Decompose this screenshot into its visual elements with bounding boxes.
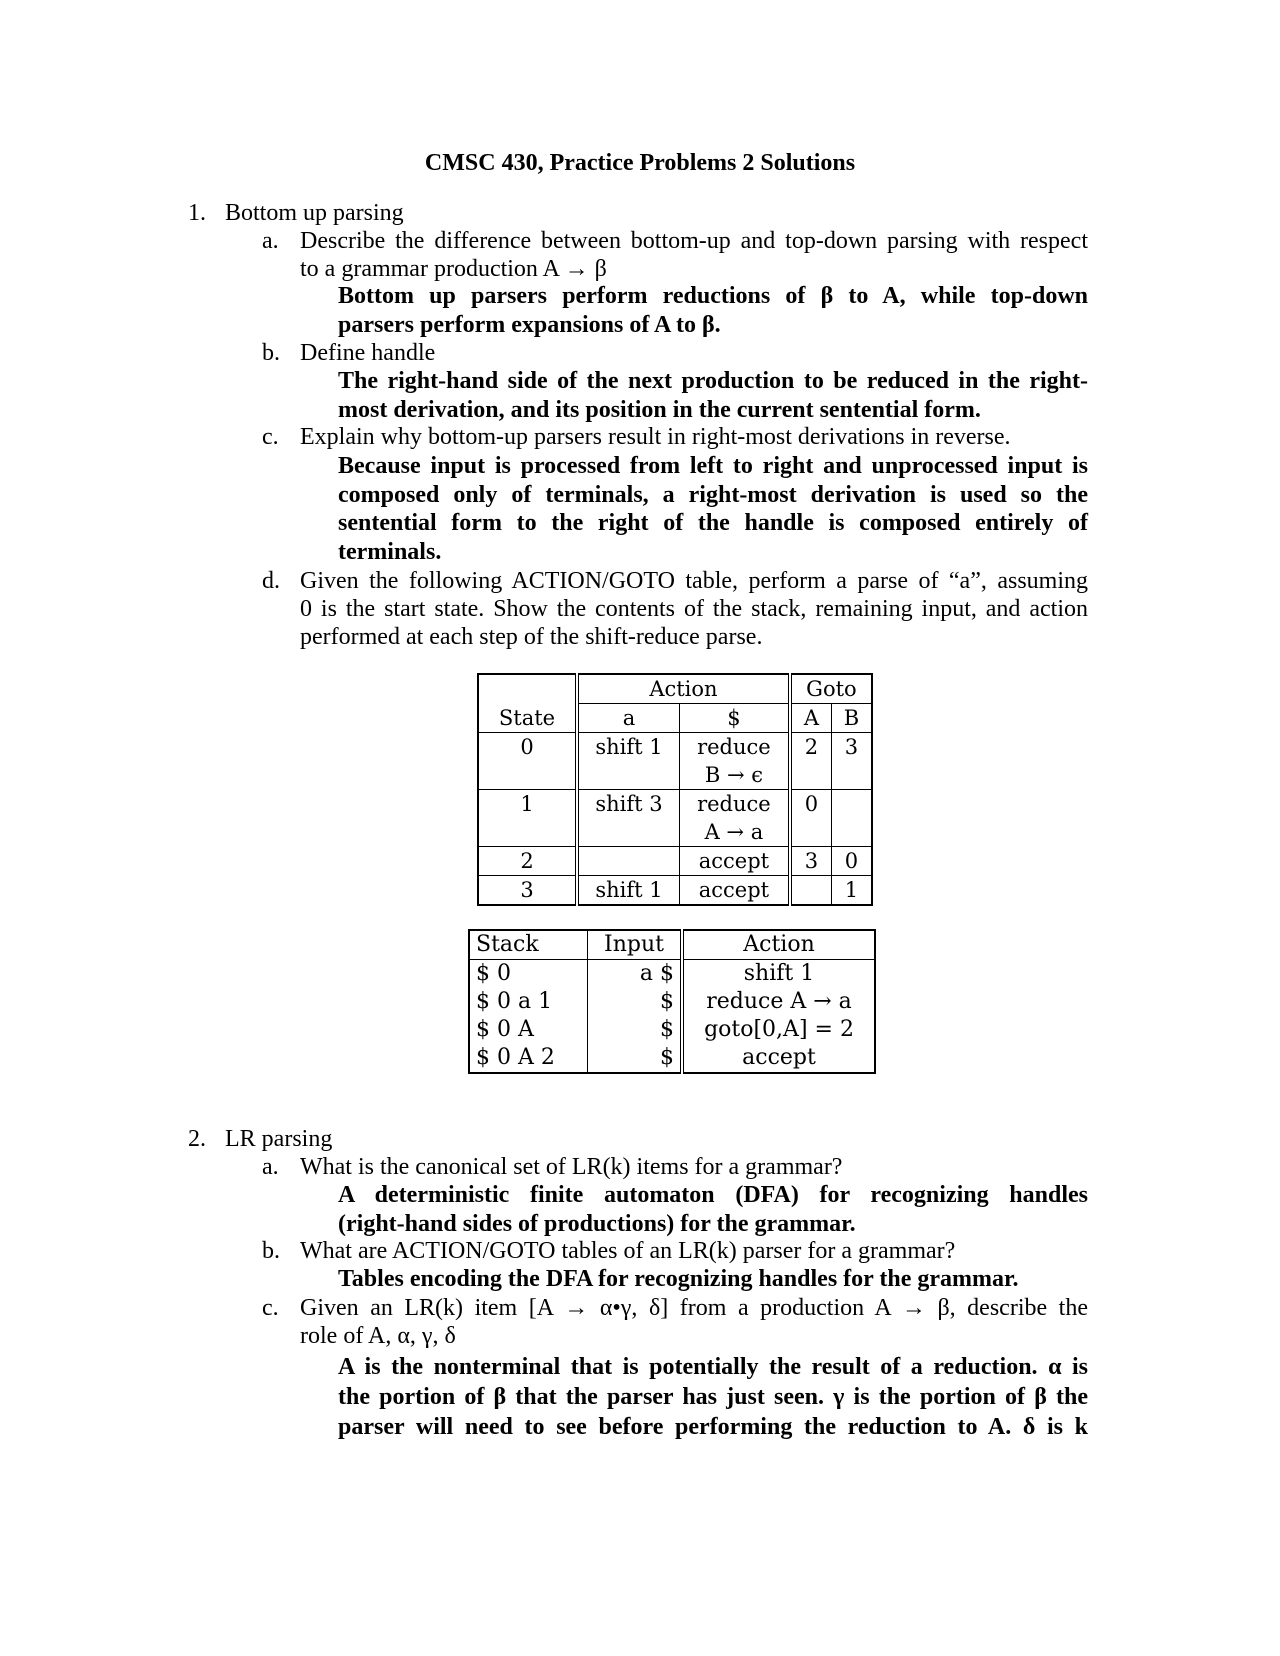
section-1-number: 1. xyxy=(188,200,206,226)
item-1c-question: Explain why bottom-up parsers result in right-most derivations in reverse. xyxy=(300,424,1011,450)
answer-line: The right-hand side of the next production to be reduced in the right- xyxy=(338,368,1088,394)
item-1a-answer xyxy=(338,282,1088,339)
table-header-goto: Goto xyxy=(790,674,872,704)
item-1b-answer xyxy=(338,367,1088,424)
item-1b-label: b. xyxy=(262,340,280,366)
item-2c-question xyxy=(300,1294,1088,1350)
answer-line: composed only of terminals, a right-most derivation is used so the xyxy=(338,481,1088,508)
table-cell: shift 1 xyxy=(577,733,679,762)
table-cell: $ 0 a 1 xyxy=(469,988,588,1016)
answer-line: sentential form to the right of the handle is composed entirely of xyxy=(338,510,1088,536)
table-cell: 0 xyxy=(831,847,872,876)
parse-trace-table xyxy=(468,929,876,1074)
answer-line: Bottom up parsers perform reductions of β to A, while top-down xyxy=(338,283,1088,309)
answer-line: terminals. xyxy=(338,538,442,565)
answer-line: (right-hand sides of productions) for the grammar. xyxy=(338,1210,856,1237)
table-cell: B → ϵ xyxy=(679,761,789,790)
item-2c-answer xyxy=(338,1352,1088,1442)
table-cell: 3 xyxy=(831,733,872,762)
question-line: performed at each step of the shift-reduce parse. xyxy=(300,624,763,650)
column-header-stack: Stack xyxy=(469,930,588,960)
table-cell xyxy=(577,761,679,790)
answer-line: parsers perform expansions of A to β. xyxy=(338,311,721,338)
table-cell: 3 xyxy=(790,847,832,876)
question-line: to a grammar production A → β xyxy=(300,256,607,282)
table-cell xyxy=(831,790,872,819)
item-2c-label: c. xyxy=(262,1295,279,1321)
item-1c-label: c. xyxy=(262,424,279,450)
table-cell: shift 3 xyxy=(577,790,679,819)
item-2b-answer xyxy=(338,1265,1088,1294)
table-cell xyxy=(790,761,832,790)
table-cell: 3 xyxy=(478,876,577,906)
item-2a-label: a. xyxy=(262,1154,279,1180)
table-cell: shift 1 xyxy=(682,960,875,989)
table-cell: $ xyxy=(588,988,683,1016)
table-cell: $ xyxy=(588,1016,683,1044)
item-1c-answer xyxy=(338,452,1088,566)
table-cell: 0 xyxy=(790,790,832,819)
table-cell: $ 0 A 2 xyxy=(469,1044,588,1073)
table-header-blank xyxy=(478,674,577,704)
item-2b-label: b. xyxy=(262,1238,280,1264)
table-cell xyxy=(790,876,832,906)
table-cell: $ 0 xyxy=(469,960,588,989)
table-cell: 2 xyxy=(478,847,577,876)
table-cell: a $ xyxy=(588,960,683,989)
item-1b-question: Define handle xyxy=(300,340,436,366)
question-line: Given the following ACTION/GOTO table, perform a parse of “a”, assuming xyxy=(300,568,1088,594)
item-1d-question xyxy=(300,567,1088,651)
question-line: 0 is the start state. Show the contents of the stack, remaining input, and action xyxy=(300,596,1088,622)
table-cell: reduce xyxy=(679,790,789,819)
column-header-input: Input xyxy=(588,930,683,960)
action-goto-table xyxy=(477,673,873,906)
item-1a-label: a. xyxy=(262,228,279,254)
answer-line: Tables encoding the DFA for recognizing handles for the grammar. xyxy=(338,1266,1019,1292)
column-header-B: B xyxy=(831,704,872,733)
column-header-dollar: $ xyxy=(679,704,789,733)
table-cell: accept xyxy=(682,1044,875,1073)
table-cell: $ xyxy=(588,1044,683,1073)
table-cell: 1 xyxy=(478,790,577,819)
table-cell xyxy=(478,761,577,790)
column-header-A: A xyxy=(790,704,832,733)
item-1d-label: d. xyxy=(262,568,280,594)
item-2a-answer xyxy=(338,1181,1088,1238)
question-line: Describe the difference between bottom-up and top-down parsing with respect xyxy=(300,228,1088,254)
answer-line: most derivation, and its position in the current sentential form. xyxy=(338,396,981,423)
table-cell xyxy=(478,818,577,847)
table-cell: 0 xyxy=(478,733,577,762)
answer-line: A deterministic finite automaton (DFA) for recognizing handles xyxy=(338,1182,1088,1208)
table-cell: shift 1 xyxy=(577,876,679,906)
table-cell xyxy=(790,818,832,847)
answer-line: Because input is processed from left to right and unprocessed input is xyxy=(338,453,1088,479)
question-line: role of A, α, γ, δ xyxy=(300,1323,456,1349)
question-line: Given an LR(k) item [A → α•γ, δ] from a production A → β, describe the xyxy=(300,1295,1088,1321)
item-1a-question xyxy=(300,227,1088,283)
table-cell: 2 xyxy=(790,733,832,762)
section-2-heading: LR parsing xyxy=(225,1126,333,1152)
column-header-action: Action xyxy=(682,930,875,960)
table-cell: 1 xyxy=(831,876,872,906)
table-cell xyxy=(831,818,872,847)
table-header-action: Action xyxy=(577,674,790,704)
answer-line: the portion of β that the parser has just seen. γ is the portion of β the xyxy=(338,1384,1088,1410)
table-cell: goto[0,A] = 2 xyxy=(682,1016,875,1044)
section-2-number: 2. xyxy=(188,1126,206,1152)
column-header-state: State xyxy=(478,704,577,733)
answer-line: parser will need to see before performing the reduction to A. δ is k xyxy=(338,1414,1088,1440)
table-cell xyxy=(831,761,872,790)
page-title: CMSC 430, Practice Problems 2 Solutions xyxy=(424,150,856,176)
table-cell xyxy=(577,818,679,847)
column-header-a: a xyxy=(577,704,679,733)
table-cell: accept xyxy=(679,847,789,876)
table-cell: $ 0 A xyxy=(469,1016,588,1044)
answer-line: A is the nonterminal that is potentially the result of a reduction. α is xyxy=(338,1354,1088,1380)
item-2a-question: What is the canonical set of LR(k) items for a grammar? xyxy=(300,1154,843,1180)
item-2b-question: What are ACTION/GOTO tables of an LR(k) parser for a grammar? xyxy=(300,1238,956,1264)
table-cell: reduce xyxy=(679,733,789,762)
table-cell: A → a xyxy=(679,818,789,847)
section-1-heading: Bottom up parsing xyxy=(225,200,404,226)
table-cell: accept xyxy=(679,876,789,906)
table-cell xyxy=(577,847,679,876)
table-cell: reduce A → a xyxy=(682,988,875,1016)
